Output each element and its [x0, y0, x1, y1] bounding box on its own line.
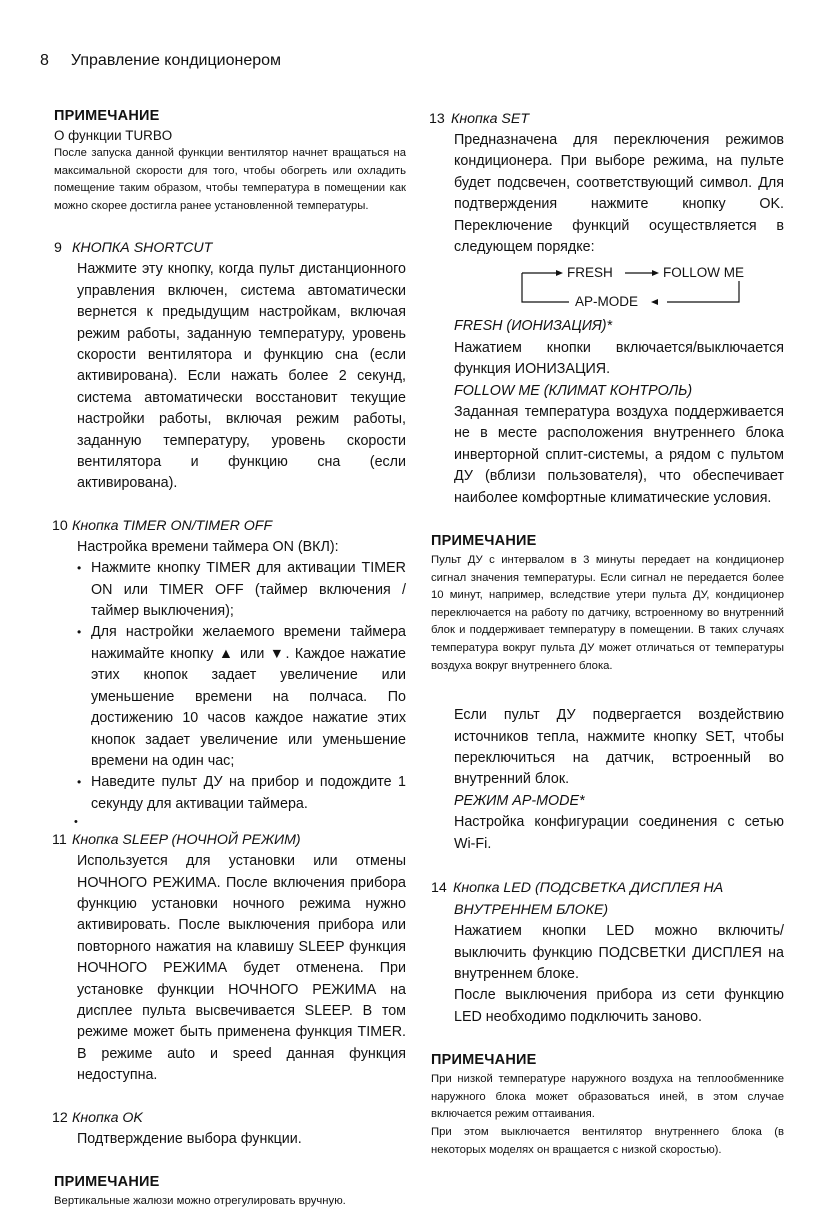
note-text: Вертикальные жалюзи можно отрегулировать вручную.	[54, 1195, 346, 1207]
sensor-text: Если пульт ДУ подвергается воздействию источников тепла, нажмите кнопку SET, чтобы переключиться на датчик, встроенный во внутренний блок.	[454, 707, 784, 788]
follow-title: FOLLOW ME (КЛИМАТ КОНТРОЛЬ)	[454, 382, 693, 399]
item-title: КНОПКА SHORTCUT	[72, 240, 213, 257]
item-13	[431, 108, 784, 509]
mode-ap-mode-label: AP-MODE	[575, 294, 639, 310]
page-title: Управление кондиционером	[70, 52, 282, 69]
item-text: После выключения прибора из сети функцию LED необходимо подключить заново.	[454, 987, 784, 1025]
note-follow-me	[431, 533, 784, 675]
item-number: 9	[54, 240, 62, 257]
item-text: Предназначена для переключения режимов кондиционера. При выборе режима, на пульте будет подсвечен, соответствующий символ. Для подтверждения нажмите кнопку OK. Переключение функций осуществляется в следующем порядке:	[454, 132, 784, 256]
page-number: 8	[40, 52, 49, 69]
mode-fresh-label: FRESH	[567, 265, 613, 281]
bullet-list	[77, 558, 406, 815]
item-text: Нажатием кнопки LED можно включить/выключить функцию ПОДСВЕТКИ ДИСПЛЕЯ на внутреннем блоке.	[454, 923, 784, 982]
note-text: После запуска данной функции вентилятор начнет вращаться на максимальной скорости для того, чтобы обогреть или охладить помещение таким образом, чтобы температура в помещении как можно скорее достигла ранее установленной температуры.	[54, 147, 406, 212]
mode-cycle-diagram	[477, 264, 767, 312]
item-text: Нажмите эту кнопку, когда пульт дистанционного управления включен, система автоматически вернется к предыдущим настройкам, включая режим работы, заданную температуру, уровень скорости вентилятора и функцию сна (если активирована). Если нажать более 2 секунд, система автоматически восстановит текущие настройки работы, включая режим работы, заданную температуру, уровень скорости вентилятора и функцию сна (если активирована).	[77, 261, 406, 492]
item-number: 14	[431, 880, 447, 897]
item-intro: Настройка времени таймера ON (ВКЛ):	[77, 538, 339, 555]
item-number: 12	[52, 1109, 68, 1126]
note-turbo	[54, 108, 406, 215]
ap-mode-text: Настройка конфигурации соединения с сетью Wi-Fi.	[454, 814, 784, 852]
item-heading	[54, 237, 406, 259]
right-column	[431, 108, 784, 1159]
item-title: Кнопка OK	[72, 1109, 143, 1126]
note-heading: ПРИМЕЧАНИЕ	[431, 1052, 537, 1069]
note-louvers	[54, 1174, 406, 1211]
item-title: Кнопка TIMER ON/TIMER OFF	[72, 517, 273, 534]
stray-bullet: •	[74, 816, 78, 829]
item-text: Подтверждение выбора функции.	[77, 1130, 302, 1147]
note-text: Пульт ДУ с интервалом в 3 минуты передает на кондиционер сигнал значения температуры. Если сигнал не передается более 10 минут, например, вследствие утери пульта ДУ, кондиционер переключается на работу по датчику, встроенному во внутренний блок и поддерживает температуру в помещении. В таких случаях температура вокруг пульта ДУ может отличаться от температуры воздуха вокруг внутреннего блока.	[431, 554, 784, 672]
item-number: 13	[429, 111, 445, 127]
item-heading	[54, 829, 406, 851]
item-number: 10	[52, 517, 68, 534]
note-text: При этом выключается вентилятор внутреннего блока (в некоторых моделях он вращается с низкой скоростью).	[431, 1125, 784, 1156]
note-defrost	[431, 1052, 784, 1159]
list-item: • Наведите пульт ДУ на прибор и подождите 1 секунду для активации таймера.	[77, 772, 406, 815]
note-text: При низкой температуре наружного воздуха на теплообменнике наружного блока может образоваться иней, в этом случае включается режим оттаивания.	[431, 1073, 784, 1121]
item-title: Кнопка SLEEP (НОЧНОЙ РЕЖИМ)	[72, 832, 301, 849]
note-heading: ПРИМЕЧАНИЕ	[431, 533, 537, 550]
fresh-title: FRESH (ИОНИЗАЦИЯ)*	[454, 318, 613, 335]
item-heading	[431, 877, 784, 921]
ap-mode-title: РЕЖИМ AP-MODE*	[454, 792, 585, 809]
item-heading	[54, 515, 406, 537]
item-text: Используется для установки или отмены НОЧНОГО РЕЖИМА. После включения прибора функцию установки ночного режима нужно активировать. После выключения прибора или повторного нажатия на клавишу SLEEP функция НОЧНОГО РЕЖИМА будет отменена. При установке функции НОЧНОГО РЕЖИМА на дисплее пульта высвечивается SLEEP. В том режиме может быть применена функция TIMER. В режиме auto и speed данная функция недоступна.	[77, 853, 406, 1084]
follow-text: Заданная температура воздуха поддерживается не в месте расположения внутреннего блока инверторной сплит-системы, а рядом с пультом ДУ (вблизи пользователя), что обеспечивает наиболее комфортные климатические условия.	[454, 404, 784, 506]
item-title: Кнопка SET	[451, 111, 529, 127]
page-header	[40, 52, 281, 70]
fresh-text: Нажатием кнопки включается/выключается функция ИОНИЗАЦИЯ.	[454, 339, 784, 378]
left-column	[54, 108, 406, 1211]
item-12	[54, 1107, 406, 1150]
item-9	[54, 237, 406, 494]
item-11	[54, 829, 406, 1086]
note-subheading: О функции TURBO	[54, 128, 173, 143]
item-heading	[54, 1107, 406, 1129]
note-heading: ПРИМЕЧАНИЕ	[54, 108, 160, 124]
item-heading	[431, 108, 784, 130]
item-10	[54, 515, 406, 829]
list-item: • Нажмите кнопку TIMER для активации TIMER ON или TIMER OFF (таймер включения / таймер выключения);	[77, 558, 406, 622]
list-item: • Для настройки желаемого времени таймера нажимайте кнопку ▲ или ▼. Каждое нажатие этих кнопок задает увеличение или уменьшение времени на полчаса. По достижению 10 часов каждое нажатие этих кнопок задает увеличение или уменьшение времени на один час;	[77, 622, 406, 772]
item-title: Кнопка LED (ПОДСВЕТКА ДИСПЛЕЯ НА ВНУТРЕННЕМ БЛОКЕ)	[453, 880, 724, 919]
item-14	[431, 877, 784, 1028]
mode-follow-me-label: FOLLOW ME	[663, 265, 745, 281]
note-heading: ПРИМЕЧАНИЕ	[54, 1174, 160, 1190]
item-number: 11	[52, 832, 67, 849]
continued-text	[431, 705, 784, 855]
